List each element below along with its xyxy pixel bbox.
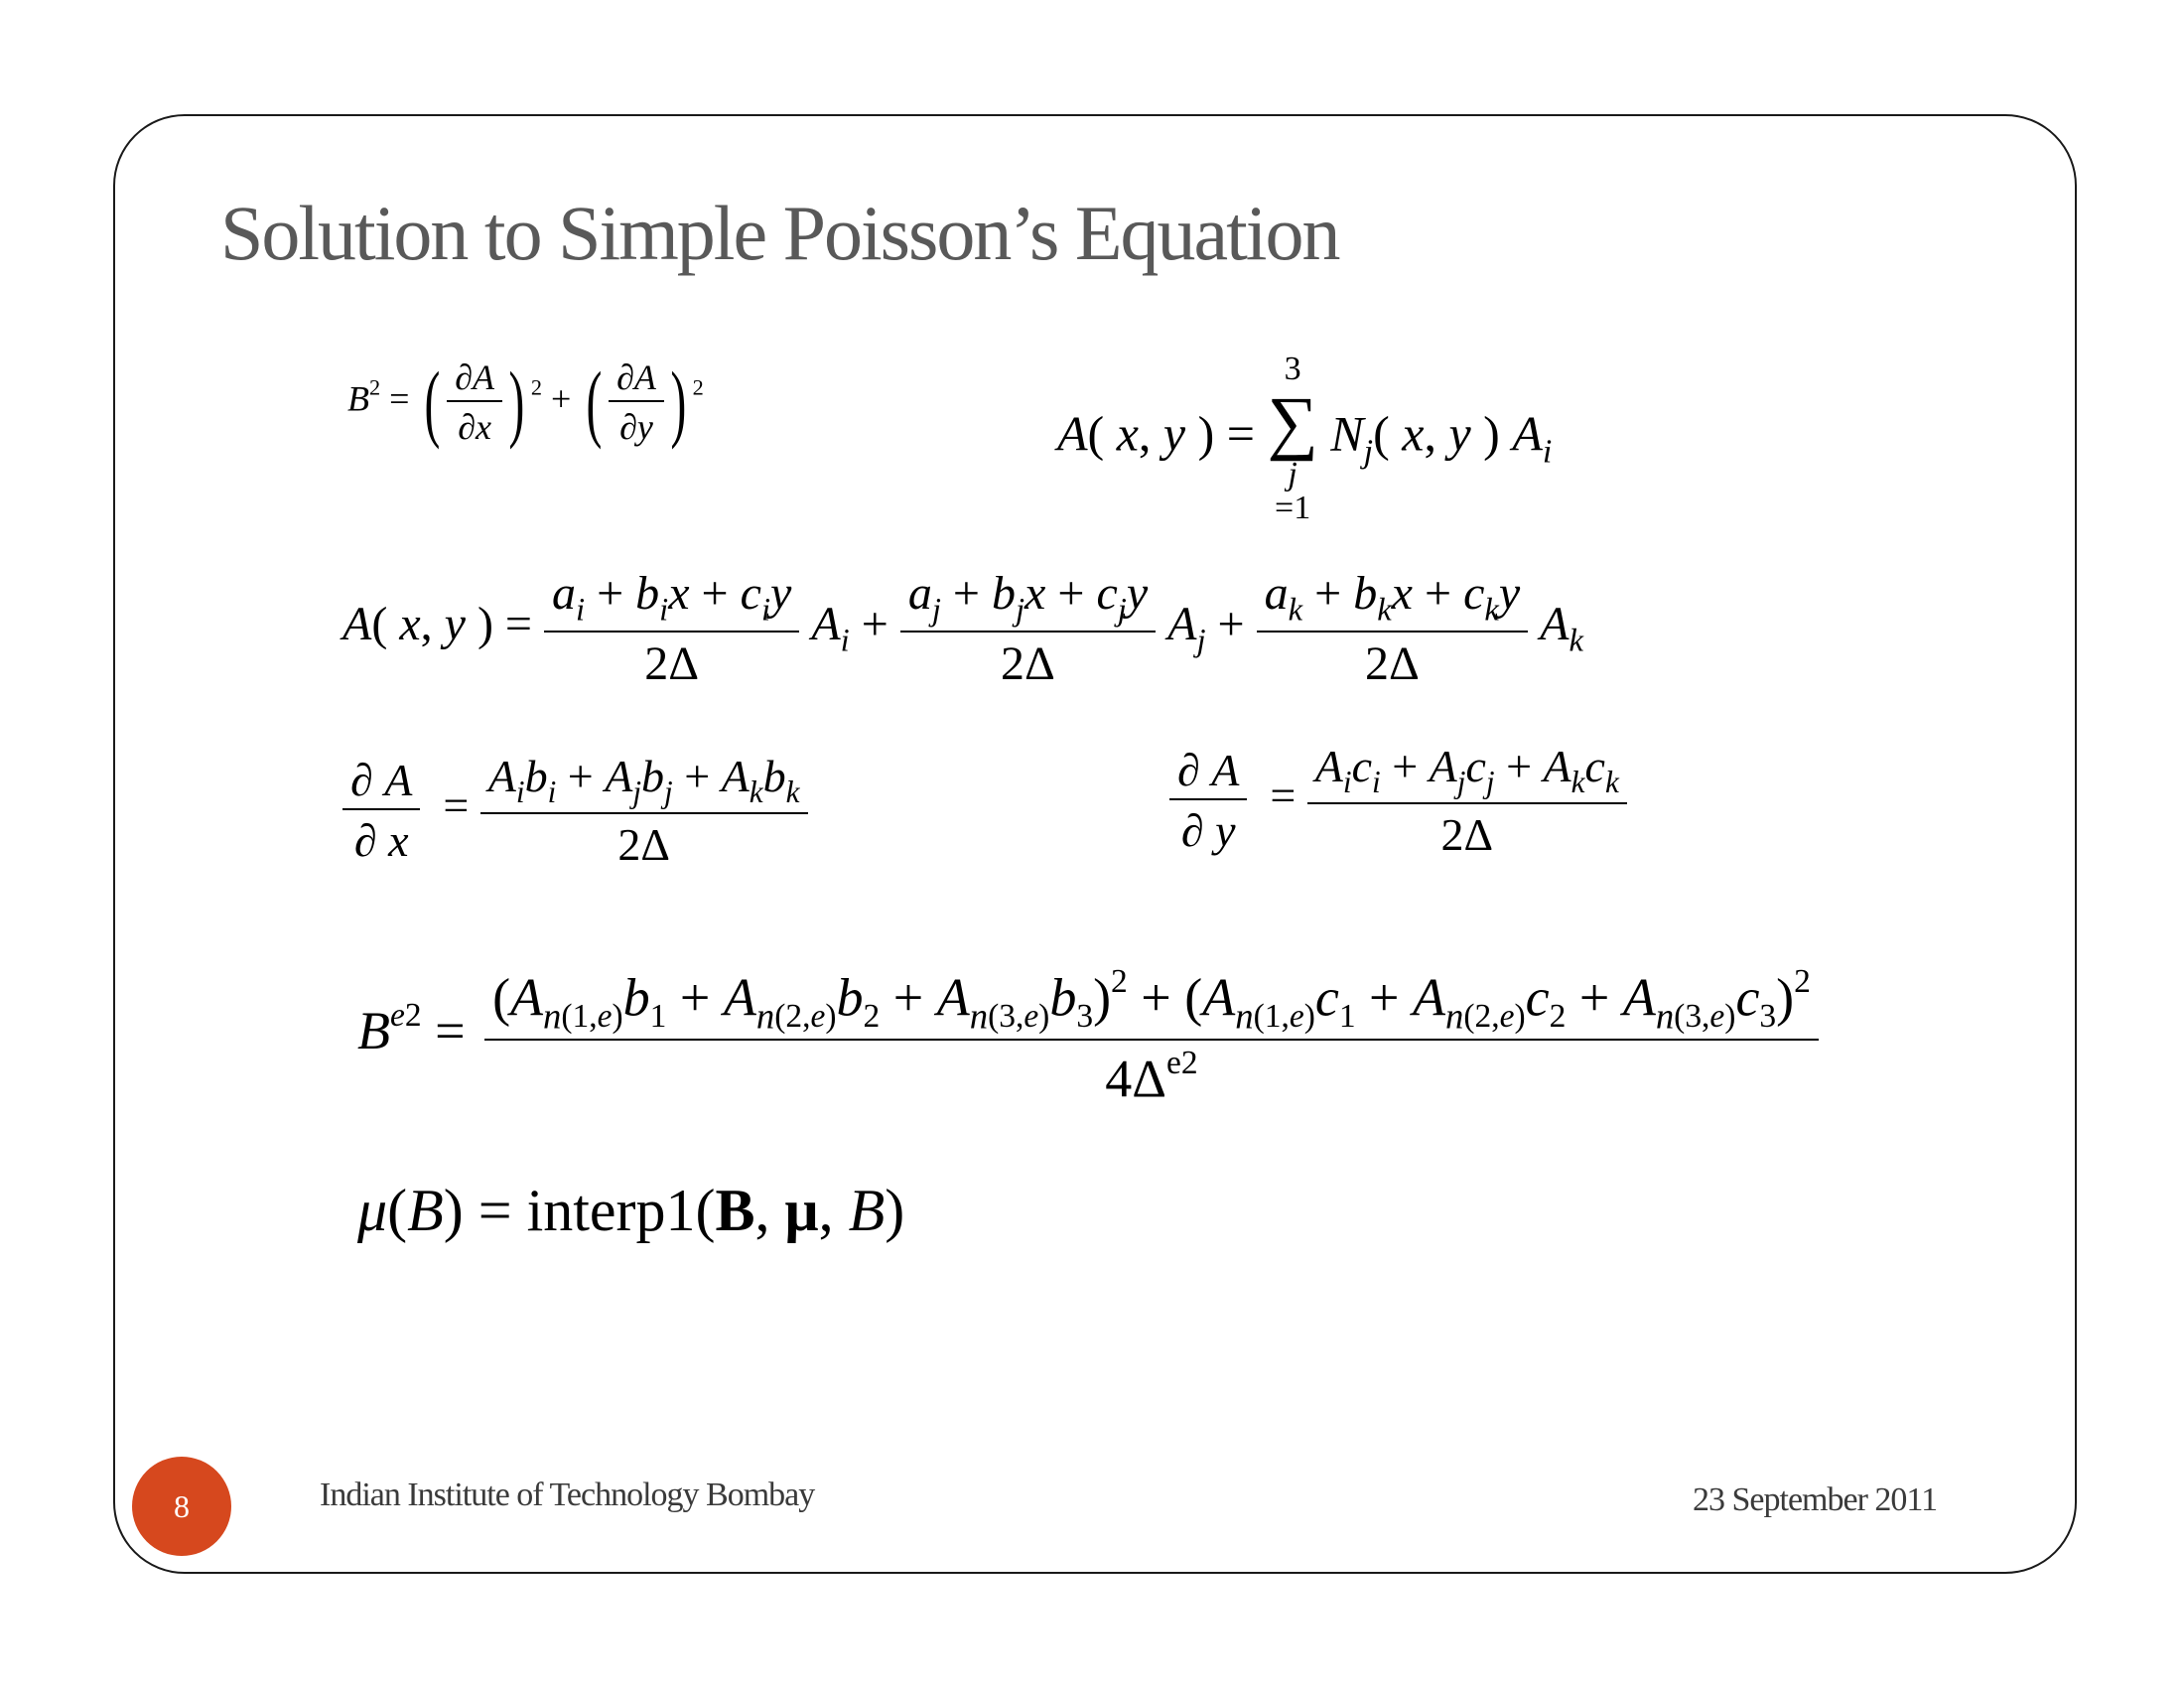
equation-b-squared: $B^2$ = ( $\frac{\partial A}{\partial x}$ ) $^2$ + ( $\frac{\partial A}{\partial y}$ ) $^2$ [347,354,704,450]
equation-be-squared: $B^{e2}$ = $(A_{n(1,e)}b_1 + A_{n(2,e)}b_2 + A_{n(3,e)}b_3)^2 + (A_{n(1,e)}c_1 + A_{n(2,e)}c_2 + A_{n(3,e)}c_3)^2$ $4\Delta^{e2}$ [357,963,1819,1110]
page-number-badge: 8 [132,1457,231,1556]
equation-a-sum: A( x, y ) = 3 ∑ j =1 $N_j$( x, y ) $A_i$ [1057,351,1553,526]
equation-dadx: $\frac{\partial A}{\partial x}$ = $\frac{A_ib_i + A_jb_j + A_kb_k}{2\Delta}$ [342,750,808,871]
footer-date: 23 September 2011 [1693,1481,1938,1518]
equation-a-expansion: A( x, y ) = $\frac{a_i + b_ix + c_iy}{2\Delta}$ $A_i$ + $\frac{a_j + b_jx + c_jy}{2\Delta}$ $A_j$ + $\frac{a_k + b_kx + c_ky}{2\Delta}$ $A_k$ [342,567,1583,691]
equation-mu: μ(B) = interp1(B, μ, B) [357,1178,905,1243]
footer-institution: Indian Institute of Technology Bombay [320,1477,815,1513]
slide-title: Solution to Simple Poisson’s Equation [220,190,1339,276]
equation-dady: $\frac{\partial A}{\partial y}$ = $\frac{A_ic_i + A_jc_j + A_kc_k}{2\Delta}$ [1169,740,1627,861]
